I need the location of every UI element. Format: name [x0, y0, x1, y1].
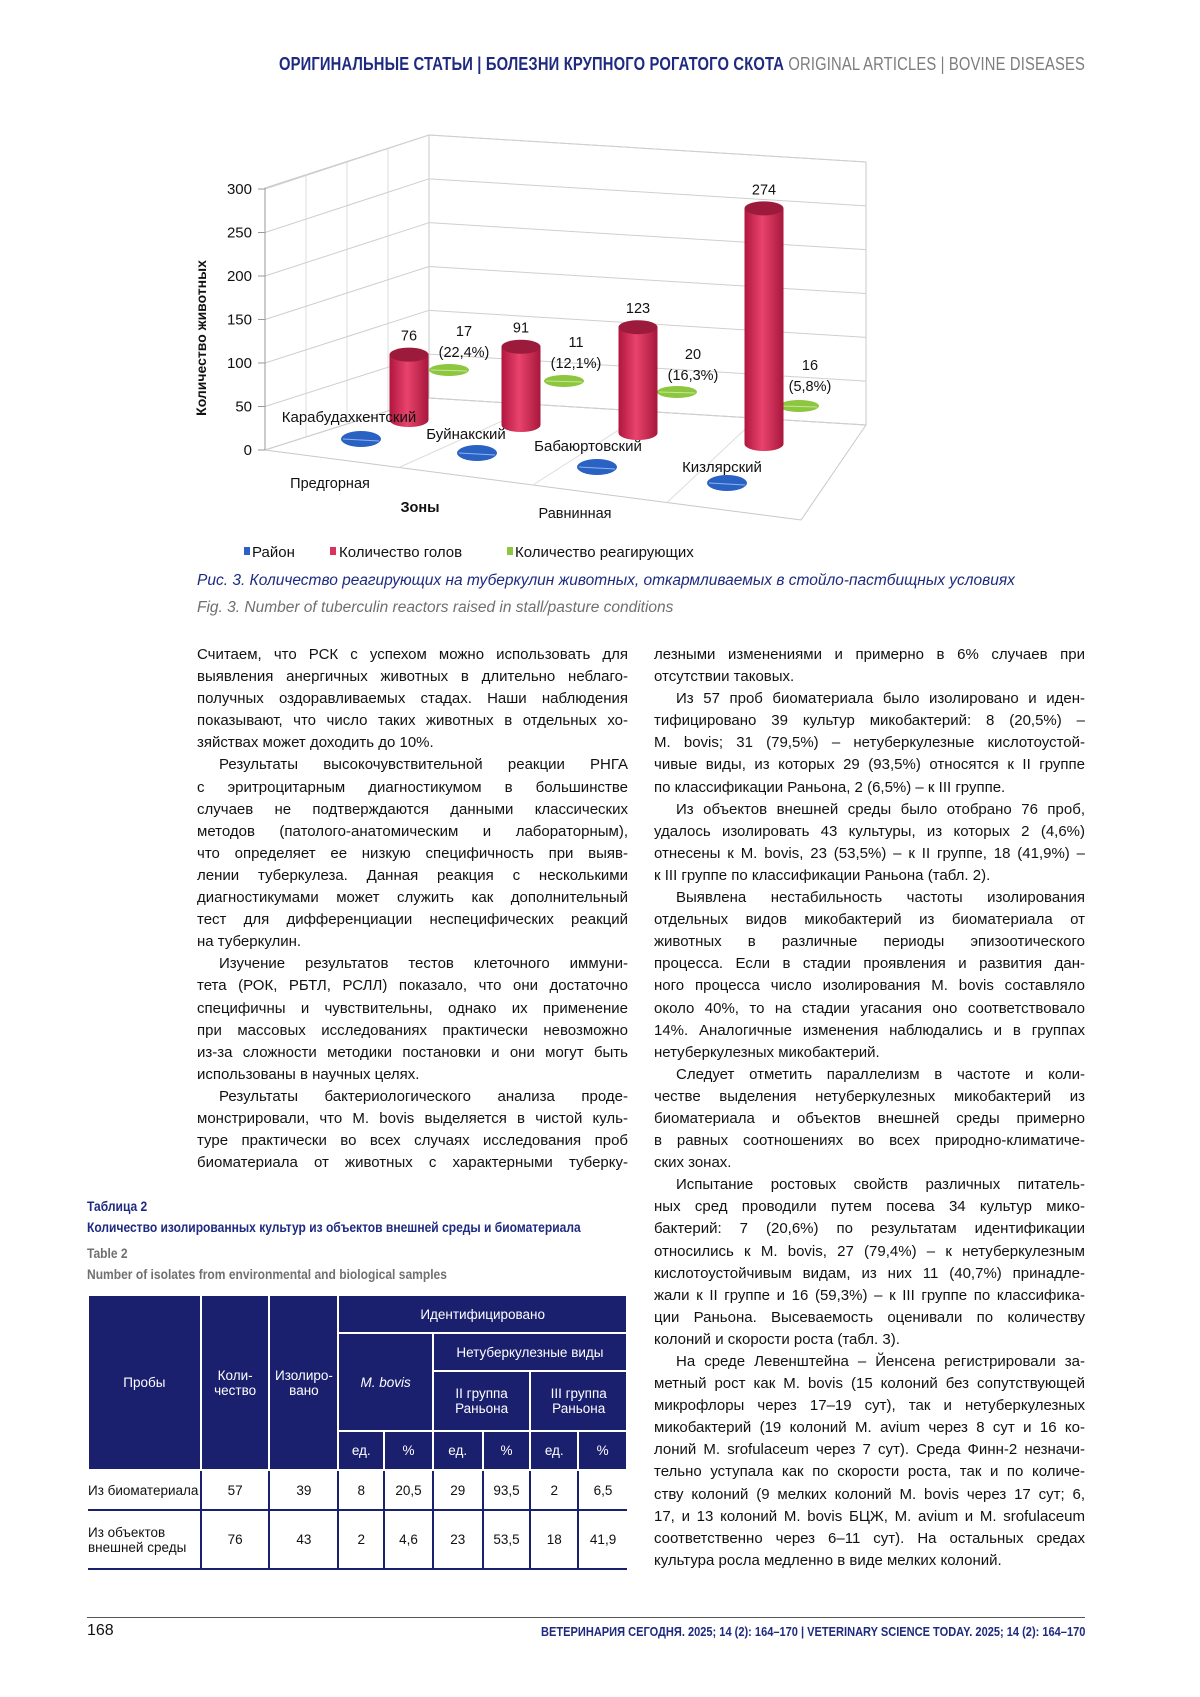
legend-label: Количество реагирующих [515, 544, 694, 561]
legend-swatch [244, 547, 250, 555]
footer-divider [87, 1617, 1085, 1618]
text-line: ции Раньона. Высеваемость оценивали по количеству [654, 1307, 1085, 1329]
cell: 2 [338, 1510, 384, 1569]
text-line: относились к M. bovis, 27 (79,4%) – к нетуберкулезным [654, 1241, 1085, 1263]
category-label: Бабаюртовский [534, 438, 642, 455]
header-units: ед. [433, 1431, 483, 1470]
gridline [429, 267, 866, 294]
text-line: Следует отметить параллелизм в частоте и коли- [654, 1064, 1085, 1086]
text-line: 14%. Аналогичные изменения наблюдались и в группах [654, 1020, 1085, 1042]
heads-bar-top [745, 201, 784, 215]
header-group-2: II группа Раньона [433, 1371, 531, 1431]
category-label: Кизлярский [682, 459, 762, 476]
legend-label: Количество голов [339, 544, 462, 561]
table-subtitle-en: Number of isolates from environmental and biological samples [87, 1266, 447, 1282]
text-line: ных сред проводили путем посева 34 культур мико- [654, 1196, 1085, 1218]
y-tick-label: 150 [227, 312, 252, 329]
y-tick-label: 300 [227, 181, 252, 198]
figure-3-chart [0, 0, 1200, 600]
text-line: тест для дифференциации неспецифических реакций [197, 909, 628, 931]
text-line: биоматериала и объектов внешней среды примерно [654, 1108, 1085, 1130]
table-title-en: Table 2 [87, 1245, 128, 1261]
figure-caption-en: Fig. 3. Number of tuberculin reactors raised in stall/pasture conditions [197, 599, 673, 617]
y-tick-label: 50 [235, 399, 252, 416]
header-group-3: III группа Раньона [530, 1371, 627, 1431]
text-line: ного процесса число изолирования M. bovis составляло [654, 975, 1085, 997]
text-line: На среде Левенштейна – Йенсена регистрировали за- [654, 1351, 1085, 1373]
text-line: методов (патолого-анатомическим и лабораторным), [197, 821, 628, 843]
text-line: тета (РОК, РБТЛ, РСЛЛ) показало, что они достаточно [197, 975, 628, 997]
text-line: использованы в научных целях. [197, 1064, 628, 1086]
text-line: выявления анергичных животных в длительно неблаго- [197, 666, 628, 688]
text-line: из-за сложности методики постановки и они могут быть [197, 1042, 628, 1064]
text-line: Испытание ростовых свойств различных питатель- [654, 1174, 1085, 1196]
cell: 20,5 [384, 1470, 433, 1510]
reactors-pct-label: (12,1%) [551, 356, 602, 372]
header-pct: % [578, 1431, 627, 1470]
zone-label-plain: Равнинная [539, 506, 612, 522]
cell: 6,5 [578, 1470, 627, 1510]
text-line: Из 57 проб биоматериала было изолировано и иден- [654, 688, 1085, 710]
cell: 43 [269, 1510, 338, 1569]
text-line: Результаты бактериологического анализа проде- [197, 1086, 628, 1108]
text-line: кислотоустойчивым видам, из них 11 (40,7%) принадле- [654, 1263, 1085, 1285]
header-units: ед. [530, 1431, 578, 1470]
text-line: монстрировали, что M. bovis выделяется в чистой куль- [197, 1108, 628, 1130]
header-units: ед. [338, 1431, 384, 1470]
cell: 76 [201, 1510, 270, 1569]
cell: 93,5 [483, 1470, 531, 1510]
cell: 8 [338, 1470, 384, 1510]
text-line: Из объектов внешней среды было отобрано 76 проб, [654, 799, 1085, 821]
cell: 18 [530, 1510, 578, 1569]
reactors-pct-label: (5,8%) [789, 379, 832, 395]
text-line: туре практически во всех случаях исследования проб [197, 1130, 628, 1152]
text-line: животных в различные периоды эпизоотического [654, 931, 1085, 953]
text-line: M. bovis; 31 (79,5%) – нетуберкулезные кислотоустой- [654, 732, 1085, 754]
text-line: что определяет ее низкую специфичность при выяв- [197, 843, 628, 865]
heads-bar [745, 208, 784, 451]
category-label: Буйнакский [426, 426, 506, 443]
cell: 23 [433, 1510, 483, 1569]
legend-swatch [507, 547, 513, 555]
text-line: жали к II группе и 16 (59,3%) – к III группе по классифика- [654, 1285, 1085, 1307]
row-label: Из биоматериала [88, 1470, 201, 1510]
text-line: ству колоний (9 мелких колоний M. bovis через 17 сут; 6, [654, 1484, 1085, 1506]
reactors-value-label: 16 [802, 358, 818, 374]
text-line: микобактерий (19 колоний M. avium через 8 сут и 16 ко- [654, 1417, 1085, 1439]
gridline [429, 179, 866, 206]
text-line: в равных соотношениях во всех природно-климатиче- [654, 1130, 1085, 1152]
cell: 39 [269, 1470, 338, 1510]
heads-value-label: 76 [401, 329, 417, 345]
text-line: диагностикумами может служить как дополнительный [197, 887, 628, 909]
cell: 57 [201, 1470, 270, 1510]
text-line: отсутствии таковых. [654, 666, 1085, 688]
text-line: при массовых исследованиях практически невозможно [197, 1020, 628, 1042]
text-line: лении туберкулеза. Данная реакция с несколькими [197, 865, 628, 887]
heads-value-label: 274 [752, 182, 776, 198]
header-en: ORIGINAL ARTICLES | BOVINE DISEASES [788, 54, 1085, 74]
text-line: колоний и скорости роста (табл. 3). [654, 1329, 1085, 1351]
header-identified: Идентифицировано [338, 1295, 627, 1333]
heads-value-label: 91 [513, 321, 529, 337]
cell: 53,5 [483, 1510, 531, 1569]
text-line: удалось изолировать 43 культуры, из которых 2 (4,6%) [654, 821, 1085, 843]
legend-swatch [330, 547, 336, 555]
header-pct: % [483, 1431, 531, 1470]
text-line: получных оздоравливаемых стадах. Наши наблюдения [197, 688, 628, 710]
reactors-value-label: 17 [456, 324, 472, 340]
text-line: на туберкулин. [197, 931, 628, 953]
reactors-pct-label: (16,3%) [668, 368, 719, 384]
cell: 29 [433, 1470, 483, 1510]
text-line: лоний M. srofulaceum через 7 сут). Среда Финн-2 незначи- [654, 1439, 1085, 1461]
heads-bar [502, 347, 541, 432]
text-line: Результаты высокочувствительной реакции РНГА [197, 754, 628, 776]
cell: 2 [530, 1470, 578, 1510]
text-line: лезными изменениями и примерно в 6% случаев при [654, 644, 1085, 666]
heads-bar [619, 327, 658, 440]
header-isolated: Изолиро-вано [269, 1295, 338, 1470]
category-label: Карабудахкентский [282, 409, 417, 426]
text-line: около 40%, то на стадии угасания оно соответствовало [654, 998, 1085, 1020]
text-line: отдельных видов микобактерий из биоматериала от [654, 909, 1085, 931]
text-line: по классификации Раньона, 2 (6,5%) – к III группе. [654, 777, 1085, 799]
text-line: Изучение результатов тестов клеточного иммуни- [197, 953, 628, 975]
text-line: нетуберкулезных микобактерий. [654, 1042, 1085, 1064]
text-line: биоматериала от животных с характерными туберку- [197, 1152, 628, 1174]
table-subtitle-ru: Количество изолированных культур из объектов внешней среды и биоматериала [87, 1219, 581, 1235]
header-mbovis: M. bovis [338, 1333, 432, 1431]
reactors-pct-label: (22,4%) [439, 345, 490, 361]
text-line: процесса. Если в стадии проявления и развития дан- [654, 953, 1085, 975]
y-tick-label: 100 [227, 355, 252, 372]
header-ru: ОРИГИНАЛЬНЫЕ СТАТЬИ | БОЛЕЗНИ КРУПНОГО РОГАТОГО СКОТА [279, 54, 784, 74]
y-tick-label: 250 [227, 225, 252, 242]
text-line: тифицировано 39 культур микобактерий: 8 (20,5%) – [654, 710, 1085, 732]
header-samples: Пробы [88, 1295, 201, 1470]
isolates-table [87, 1294, 628, 1570]
x-axis-title: Зоны [400, 500, 439, 516]
header-count: Коли-чество [201, 1295, 270, 1470]
text-line: зяйствах может доходить до 10%. [197, 732, 628, 754]
text-line: случаев не подтверждаются данными классических [197, 799, 628, 821]
text-line: 17, и 13 колоний M. bovis БЦЖ, M. avium и M. srofulaceum [654, 1506, 1085, 1528]
y-tick-label: 200 [227, 268, 252, 285]
heads-bar-top [619, 320, 658, 334]
gridline [429, 223, 866, 250]
text-line: с эритроцитарным диагностикумом в большинстве [197, 777, 628, 799]
journal-citation: ВЕТЕРИНАРИЯ СЕГОДНЯ. 2025; 14 (2): 164–170 | VETERINARY SCIENCE TODAY. 2025; 14 (2): 164–170 [541, 1624, 1085, 1639]
reactors-value-label: 11 [568, 335, 583, 351]
body-column-left [197, 644, 628, 1174]
reactors-value-label: 20 [685, 347, 701, 363]
text-line: специфичны и чувствительны, однако их применение [197, 998, 628, 1020]
text-line: честве выделения нетуберкулезных микобактерий из [654, 1086, 1085, 1108]
heads-bar-top [390, 348, 429, 362]
text-line: ских зонах. [654, 1152, 1085, 1174]
cell: 41,9 [578, 1510, 627, 1569]
y-axis-title: Количество животных [193, 260, 209, 416]
text-line: Выявлена нестабильность частоты изолирования [654, 887, 1085, 909]
text-line: соответственно через 6–11 сут). На остальных средах [654, 1528, 1085, 1550]
y-tick-label: 0 [244, 442, 252, 459]
text-line: отнесены к M. bovis, 23 (53,5%) – к II группе, 18 (41,9%) – [654, 843, 1085, 865]
text-line: тельно уступала как по скорости роста, так и по количе- [654, 1461, 1085, 1483]
heads-value-label: 123 [626, 301, 650, 317]
figure-caption-ru: Рис. 3. Количество реагирующих на туберкулин животных, откармливаемых в стойло-пастбищных условиях [197, 572, 1015, 590]
body-column-right [654, 644, 1085, 1572]
gridline [429, 135, 866, 162]
text-line: метный рост как M. bovis (15 колоний без сопутствующей [654, 1373, 1085, 1395]
cell: 4,6 [384, 1510, 433, 1569]
text-line: показывают, что число таких животных в отдельных хо- [197, 710, 628, 732]
row-label: Из объектов внешней среды [88, 1510, 201, 1569]
text-line: культура росла медленно в виде мелких колоний. [654, 1550, 1085, 1572]
text-line: чивые виды, из которых 29 (93,5%) относятся к II группе [654, 754, 1085, 776]
page-number: 168 [87, 1622, 114, 1640]
table-title-ru: Таблица 2 [87, 1198, 147, 1214]
text-line: микрофлоры через 17–19 сут), так и нетуберкулезных [654, 1395, 1085, 1417]
text-line: к III группе по классификации Раньона (табл. 2). [654, 865, 1085, 887]
table-row [88, 1510, 627, 1569]
text-line: бактерий: 7 (20,6%) по результатам идентификации [654, 1218, 1085, 1240]
legend-label: Район [252, 544, 295, 561]
text-line: Считаем, что РСК с успехом можно использовать для [197, 644, 628, 666]
header-pct: % [384, 1431, 433, 1470]
header-ntm: Нетуберкулезные виды [433, 1333, 627, 1371]
heads-bar-top [502, 340, 541, 354]
zone-label-foothill: Предгорная [290, 476, 370, 492]
table-row [88, 1470, 627, 1510]
